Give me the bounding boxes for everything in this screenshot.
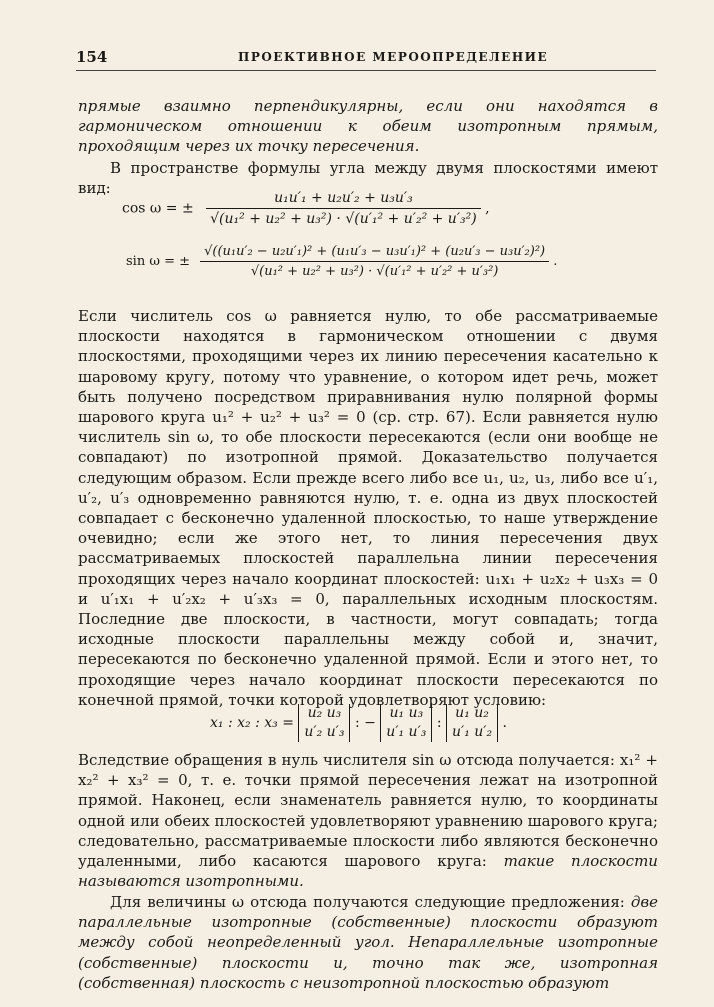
ratio-formula [210, 704, 507, 742]
intro-italic-paragraph: прямые взаимно перпендикулярны, если они находятся в гармоническом отношении к обеим изотропным прямым, проходящим через их точку пересечения. [78, 97, 658, 156]
sin-formula-numerator: √((u₁u′₂ − u₂u′₁)² + (u₁u′₃ − u₃u′₁)² + (u₂u′₃ − u₃u′₂)²) [200, 244, 549, 262]
determinant-1 [298, 704, 350, 742]
main-paragraph: Если числитель cos ω равняется нулю, то обе рассматриваемые плоскости находятся в гармоническом отношении с двумя плоскостями, проходящими через их линию пересечения касательно к шаровому кругу, потому что уравнение, о котором идет речь, может быть получено посредством приравнивания нулю полярной формы шарового круга u₁² + u₂² + u₃² = 0 (ср. стр. 67). Если равняется нулю числитель sin ω, то обе плоскости пересекаются (если они вообще не совпадают) по изотропной прямой. Доказательство получается следующим образом. Если прежде всего либо все u₁, u₂, u₃, либо все u′₁, u′₂, u′₃ одновременно равняются нулю, т. е. одна из двух плоскостей совпадает с бесконечно удаленной плоскостью, то наше утверждение очевидно; если же этого нет, то линия пересечения двух рассматриваемых плоскостей параллельна линии пересечения проходящих через начало координат плоскостей: u₁x₁ + u₂x₂ + u₃x₃ = 0 и u′₁x₁ + u′₂x₂ + u′₃x₃ = 0, параллельных исходным плоскостям. Последние две плоскости, в частности, могут совпадать; тогда исходные плоскости параллельны между собой и, значит, пересекаются по бесконечно удаленной прямой. Если и этого нет, то проходящие через начало координат плоскости пересекаются по конечной прямой, точки которой удовлетворяют условию: [78, 307, 658, 709]
consequence-italic: такие плоскости называются изотропными. [78, 852, 658, 891]
running-head: ПРОЕКТИВНОЕ МЕРООПРЕДЕЛЕНИЕ [238, 50, 549, 64]
determinant-3 [446, 704, 498, 742]
formulas-intro-paragraph: В пространстве формулы угла между двумя плоскостями имеют вид: [78, 159, 658, 198]
sin-formula-denominator: √(u₁² + u₂² + u₃²) · √(u′₁² + u′₂² + u′₃²) [250, 264, 499, 279]
determinant-2 [380, 704, 432, 742]
cos-formula [122, 190, 490, 227]
determinant-1-top: u₂ u₃ [307, 705, 342, 721]
ratio-separator-2: : [436, 715, 442, 731]
final-paragraph [78, 892, 658, 993]
sin-formula-trailing: . [553, 254, 558, 269]
ratio-formula-lhs: x₁ : x₂ : x₃ = [210, 715, 294, 731]
final-text: Для величины ω отсюда получаются следующие предложения: [110, 893, 625, 911]
page-number: 154 [76, 48, 108, 66]
cos-formula-denominator: √(u₁² + u₂² + u₃²) · √(u′₁² + u′₂² + u′₃²) [210, 211, 477, 227]
sin-formula [126, 244, 557, 279]
sin-formula-lhs: sin ω = ± [126, 254, 190, 269]
cos-formula-numerator: u₁u′₁ + u₂u′₂ + u₃u′₃ [206, 190, 481, 209]
ratio-separator-1: : − [354, 715, 376, 731]
determinant-3-bottom: u′₁ u′₂ [452, 724, 493, 740]
determinant-2-bottom: u′₁ u′₃ [386, 724, 427, 740]
final-italic: две параллельные изотропные (собственные) плоскости образуют между собой неопределенный угол. Непараллельные изотропные (собственные) плоскости и, точно так же, изотропная (собственная) плоскость с неизотропной плоскостью образуют [78, 893, 658, 992]
determinant-3-top: u₁ u₂ [455, 705, 489, 721]
determinant-2-top: u₁ u₃ [389, 705, 424, 721]
ratio-formula-trailing: . [502, 715, 507, 731]
cos-formula-lhs: cos ω = ± [122, 200, 194, 217]
consequence-paragraph [78, 750, 658, 891]
determinant-1-bottom: u′₂ u′₃ [304, 724, 345, 740]
consequence-text: Вследствие обращения в нуль числителя sin ω отсюда получается: x₁² + x₂² + x₃² = 0, т. е. точки прямой пересечения лежат на изотропной прямой. Наконец, если знаменатель равняется нулю, то координаты одной или обеих плоскостей удовлетворяют уравнению шарового круга; следовательно, рассматриваемые плоскости либо являются бесконечно удаленными, либо касаются шарового круга: [78, 751, 658, 871]
page-header [76, 48, 656, 71]
cos-formula-trailing: , [485, 200, 490, 217]
